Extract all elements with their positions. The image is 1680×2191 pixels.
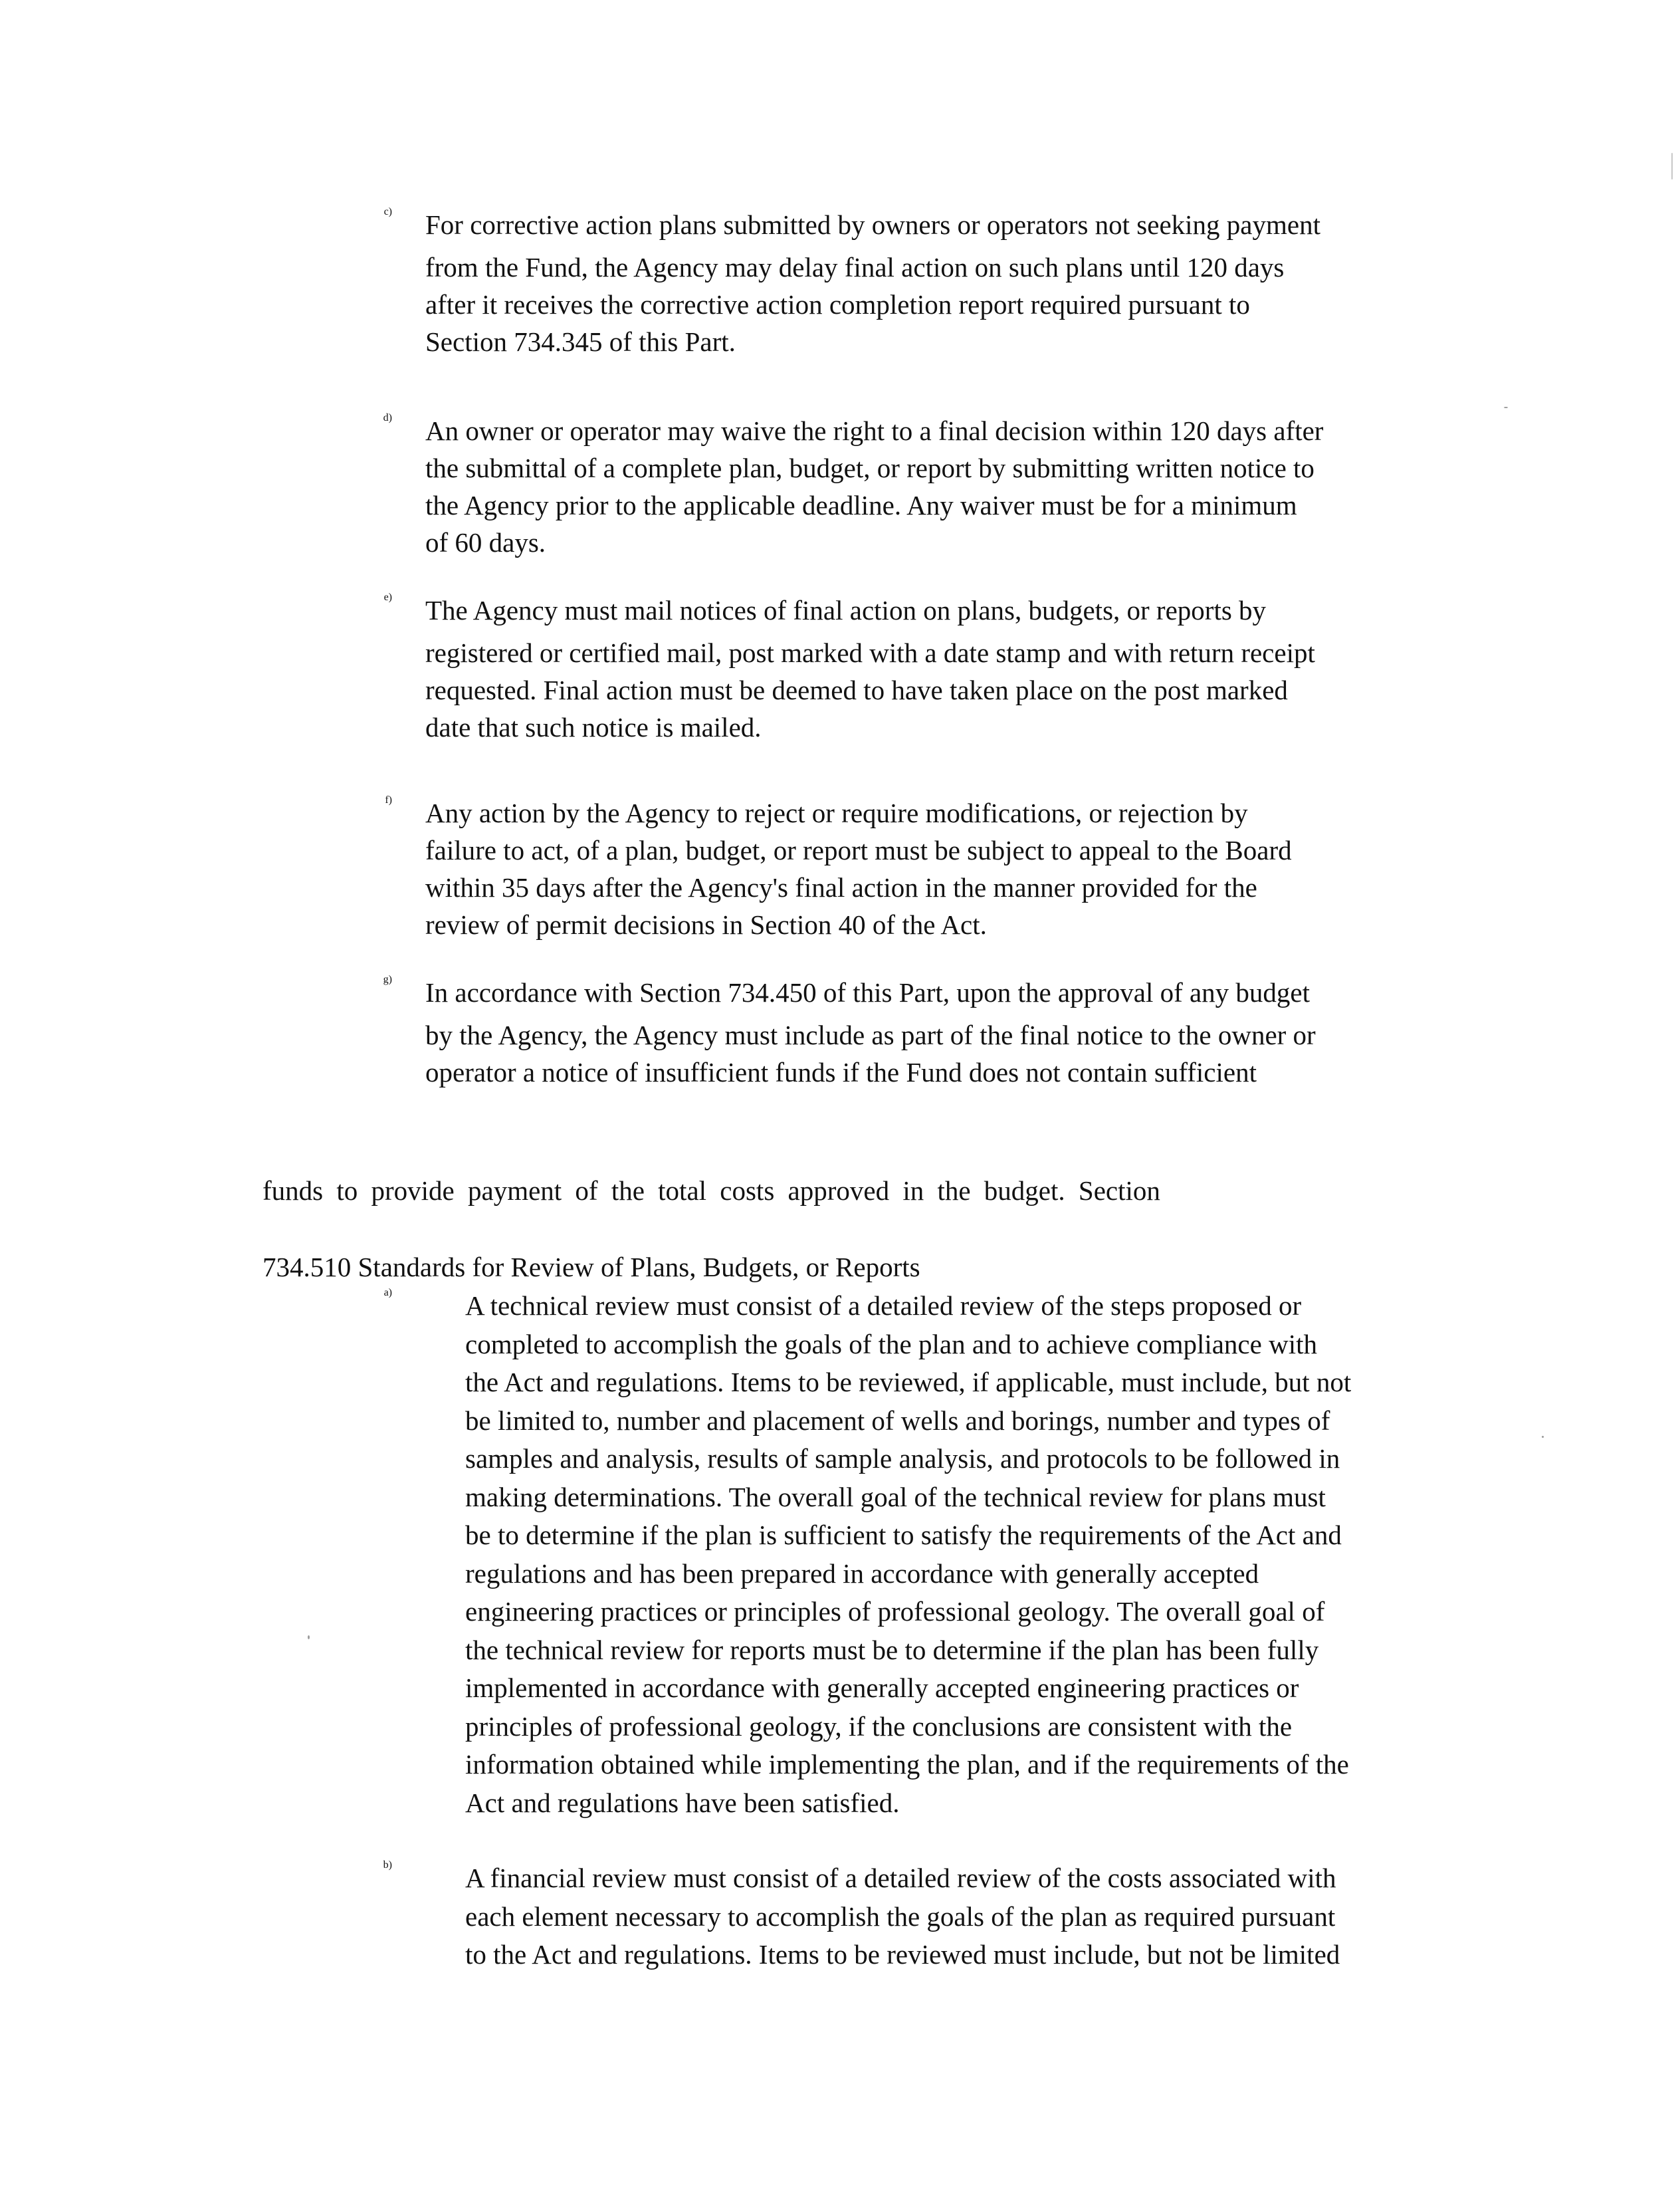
- paragraph-a-label: a): [383, 1287, 392, 1298]
- text-line: date that such notice is mailed.: [425, 712, 762, 743]
- text-line: making determinations. The overall goal of the technical review for plans must: [465, 1481, 1326, 1512]
- paragraph-d-label: d): [383, 412, 392, 423]
- text-line: information obtained while implementing the plan, and if the requirements of the: [465, 1749, 1349, 1780]
- text-line: A financial review must consist of a detailed review of the costs associated with: [465, 1863, 1336, 1893]
- paragraph-b-text: [465, 1859, 1340, 1974]
- text-line: of 60 days.: [425, 527, 546, 558]
- scan-speck: [1504, 407, 1508, 408]
- paragraph-e-text: [425, 592, 1315, 746]
- paragraph-g-label: g): [383, 974, 392, 985]
- text-line: the Agency prior to the applicable deadline. Any waiver must be for a minimum: [425, 490, 1297, 520]
- text-line: each element necessary to accomplish the goals of the plan as required pursuant: [465, 1901, 1336, 1932]
- scan-speck: [1542, 1436, 1544, 1438]
- paragraph-g-text: [425, 974, 1316, 1091]
- text-line: An owner or operator may waive the right to a final decision within 120 days after: [425, 415, 1324, 446]
- text-line: Act and regulations have been satisfied.: [465, 1787, 900, 1818]
- text-line: implemented in accordance with generally accepted engineering practices or: [465, 1672, 1299, 1703]
- text-line: the Act and regulations. Items to be reviewed, if applicable, must include, but not: [465, 1367, 1352, 1397]
- section-heading: 734.510 Standards for Review of Plans, Budgets, or Reports: [262, 1252, 920, 1282]
- text-line: A technical review must consist of a detailed review of the steps proposed or: [465, 1290, 1302, 1321]
- continuation-text: funds to provide payment of the total costs approved in the budget. Section: [262, 1175, 1160, 1206]
- paragraph-f-label: f): [385, 794, 392, 806]
- text-line: be to determine if the plan is sufficient to satisfy the requirements of the Act and: [465, 1520, 1342, 1550]
- text-line: from the Fund, the Agency may delay final action on such plans until 120 days: [425, 252, 1285, 283]
- text-line: to the Act and regulations. Items to be reviewed must include, but not be limited: [465, 1939, 1340, 1970]
- text-line: The Agency must mail notices of final action on plans, budgets, or reports by: [425, 595, 1267, 626]
- text-line: the technical review for reports must be to determine if the plan has been fully: [465, 1634, 1319, 1665]
- paragraph-a-text: [465, 1287, 1351, 1822]
- paragraph-b-label: b): [383, 1859, 392, 1871]
- text-line: operator a notice of insufficient funds if the Fund does not contain sufficient: [425, 1057, 1257, 1088]
- text-line: principles of professional geology, if the conclusions are consistent with the: [465, 1710, 1293, 1742]
- text-line: engineering practices or principles of professional geology. The overall goal of: [465, 1596, 1325, 1627]
- text-line: Section 734.345 of this Part.: [425, 326, 736, 357]
- text-line: review of permit decisions in Section 40 of the Act.: [425, 909, 987, 940]
- text-line: the submittal of a complete plan, budget, or report by submitting written notice to: [425, 453, 1314, 483]
- paragraph-c-label: c): [383, 206, 392, 217]
- text-line: registered or certified mail, post marked with a date stamp and with return receipt: [425, 637, 1315, 668]
- text-line: within 35 days after the Agency's final action in the manner provided for the: [425, 872, 1257, 903]
- text-line: by the Agency, the Agency must include as part of the final notice to the owner or: [425, 1020, 1316, 1050]
- paragraph-d-text: [425, 412, 1323, 561]
- paragraph-e-label: e): [383, 592, 392, 603]
- text-line: after it receives the corrective action completion report required pursuant to: [425, 289, 1250, 320]
- scan-speck: [308, 1635, 310, 1639]
- text-line: requested. Final action must be deemed to have taken place on the post marked: [425, 675, 1288, 705]
- text-line: be limited to, number and placement of wells and borings, number and types of: [465, 1405, 1330, 1436]
- paragraph-f-text: [425, 794, 1292, 943]
- text-line: Any action by the Agency to reject or require modifications, or rejection by: [425, 798, 1248, 828]
- paragraph-c-text: [425, 206, 1320, 360]
- scan-speck: [1671, 153, 1673, 179]
- text-line: failure to act, of a plan, budget, or report must be subject to appeal to the Board: [425, 835, 1292, 865]
- text-line: For corrective action plans submitted by owners or operators not seeking payment: [425, 209, 1320, 240]
- text-line: regulations and has been prepared in accordance with generally accepted: [465, 1557, 1259, 1589]
- text-line: In accordance with Section 734.450 of this Part, upon the approval of any budget: [425, 977, 1311, 1008]
- text-line: completed to accomplish the goals of the plan and to achieve compliance with: [465, 1328, 1317, 1359]
- text-line: samples and analysis, results of sample analysis, and protocols to be followed in: [465, 1443, 1340, 1474]
